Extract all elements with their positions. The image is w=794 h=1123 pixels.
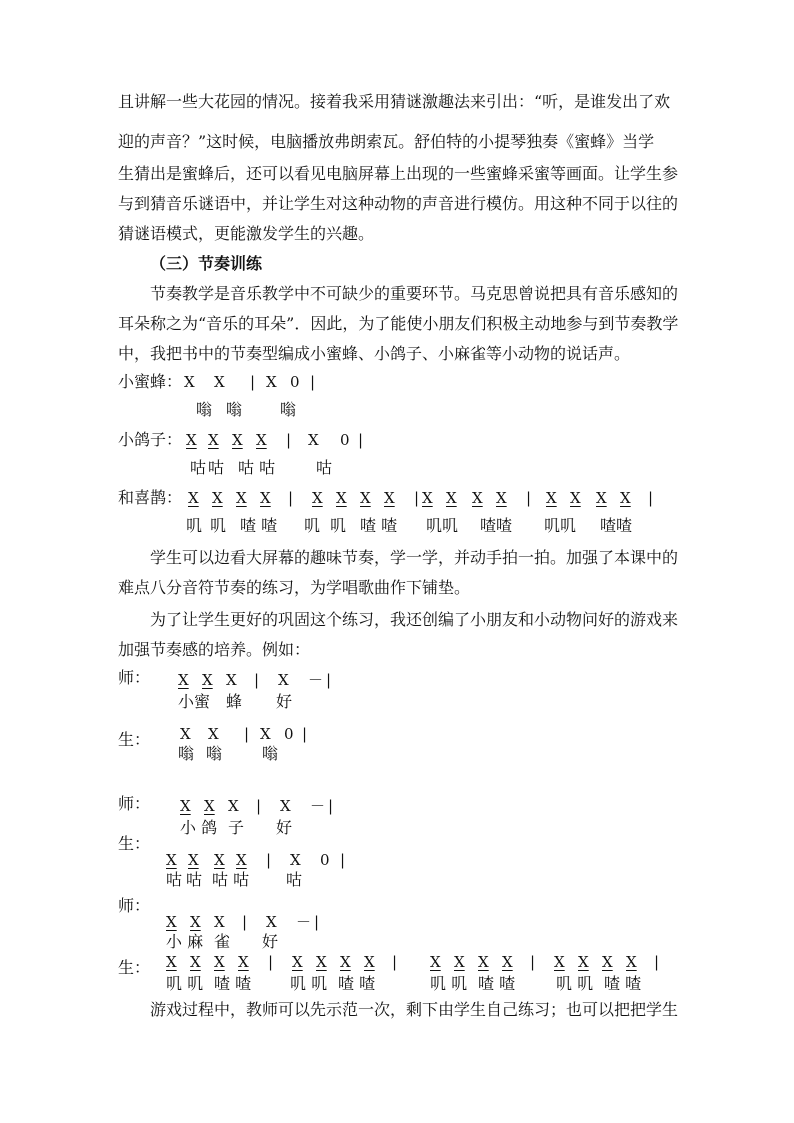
paragraph-line: 且讲解一些大花园的情况。接着我采用猜谜激趣法来引出：“听，是谁发出了欢	[118, 92, 671, 111]
barline: |	[256, 797, 262, 815]
note-x: X	[602, 953, 613, 971]
note-x: X	[384, 489, 395, 507]
note-x: X	[554, 953, 565, 971]
note-x: X	[446, 489, 457, 507]
lyric: 好	[262, 932, 279, 951]
lyric: 嗡	[178, 744, 195, 763]
note-x: X	[454, 953, 465, 971]
lyric: 雀	[214, 932, 231, 951]
lyric: 叽叽	[426, 516, 459, 535]
rest: 0	[340, 431, 350, 449]
barline: |	[286, 431, 292, 449]
note-x: X	[226, 671, 237, 689]
note-x: X	[266, 913, 277, 931]
note-x: X	[214, 373, 225, 391]
note-x: X	[212, 489, 223, 507]
note-x: X	[472, 489, 483, 507]
note-x: X	[570, 489, 581, 507]
note-x: X	[626, 953, 637, 971]
lyric: 小蜜	[178, 692, 211, 711]
lyric: 小 鸽	[180, 818, 218, 837]
lyric: 咕	[190, 458, 207, 477]
note-x: X	[188, 489, 199, 507]
barline: |	[302, 725, 308, 743]
lyric: 喳喳	[600, 516, 633, 535]
note-x: X	[496, 489, 507, 507]
note-x: X	[208, 431, 219, 449]
note-x: X	[166, 913, 177, 931]
lyric: 咕	[316, 458, 333, 477]
note-x: X	[308, 431, 319, 449]
speaker-student: 生：	[118, 958, 151, 977]
note-x: X	[360, 489, 371, 507]
rest: 0	[320, 851, 330, 869]
lyric: 嗡	[206, 744, 223, 763]
paragraph-line: 加强节奏感的培养。例如：	[118, 640, 311, 659]
note-x: X	[188, 851, 199, 869]
note-x: X	[278, 671, 289, 689]
note-x: X	[238, 953, 249, 971]
speaker-teacher: 师：	[118, 794, 151, 813]
lyric: 咕	[166, 870, 183, 889]
note-x: X	[228, 797, 239, 815]
speaker-teacher: 师：	[118, 668, 151, 687]
note-x: X	[232, 431, 243, 449]
barline: |	[266, 851, 272, 869]
note-x: X	[364, 953, 375, 971]
note-x: X	[208, 725, 219, 743]
barline: |	[326, 671, 332, 689]
note-x: X	[596, 489, 607, 507]
rest: 0	[290, 373, 300, 391]
paragraph-line: 生猜出是蜜蜂后，还可以看见电脑屏幕上出现的一些蜜蜂采蜜等画面。让学生参	[118, 164, 679, 183]
note-x: X	[236, 489, 247, 507]
lyric: 喳 喳	[214, 974, 252, 993]
barline: |	[414, 489, 420, 507]
barline: |	[288, 489, 294, 507]
note-x: X	[178, 671, 189, 689]
rest: 0	[284, 725, 294, 743]
lyric: 叽	[210, 516, 227, 535]
note-x: X	[422, 489, 433, 507]
note-x: X	[290, 851, 301, 869]
section-heading: （三）节奏训练	[150, 254, 263, 273]
note-x: X	[184, 373, 195, 391]
rhythm-label-magpie: 和喜鹊：	[118, 488, 183, 507]
lyric: 喳 喳	[478, 974, 516, 993]
barline: |	[310, 373, 316, 391]
lyric: 咕	[186, 870, 203, 889]
note-x: X	[214, 953, 225, 971]
lyric: 喳 喳	[338, 974, 376, 993]
note-x: X	[236, 851, 247, 869]
paragraph-line: 与到猜音乐谜语中，并让学生对这种动物的声音进行模仿。用这种不同于以往的	[118, 194, 679, 213]
note-x: X	[202, 671, 213, 689]
lyric: 咕 咕	[212, 870, 250, 889]
paragraph-line: 中，我把书中的节奏型编成小蜜蜂、小鸽子、小麻雀等小动物的说话声。	[118, 344, 631, 363]
note-x: X	[316, 953, 327, 971]
note-x: X	[260, 489, 271, 507]
note-x: X	[336, 489, 347, 507]
note-x: X	[430, 953, 441, 971]
lyric: 喳 喳	[360, 516, 398, 535]
lyric: 叽 叽	[556, 974, 594, 993]
note-x: X	[190, 953, 201, 971]
paragraph-line: 为了让学生更好的巩固这个练习，我还创编了小朋友和小动物问好的游戏来	[150, 610, 679, 629]
paragraph-line: 学生可以边看大屏幕的趣味节奏，学一学，并动手拍一拍。加强了本课中的	[150, 548, 679, 567]
lyric: 叽 叽	[166, 974, 204, 993]
barline: |	[250, 373, 256, 391]
paragraph-line: 节奏教学是音乐教学中不可缺少的重要环节。马克思曾说把具有音乐感知的	[150, 284, 679, 303]
barline: |	[242, 913, 248, 931]
lyric: 叽 叽	[290, 974, 328, 993]
note-x: X	[214, 913, 225, 931]
barline: |	[530, 953, 536, 971]
note-x: X	[190, 913, 201, 931]
note-x: X	[266, 373, 277, 391]
lyric: 咕 咕	[238, 458, 276, 477]
dash: －	[310, 797, 326, 815]
speaker-student: 生：	[118, 730, 151, 749]
note-x: X	[502, 953, 513, 971]
speaker-student: 生：	[118, 834, 151, 853]
lyric: 蜂	[226, 692, 243, 711]
dash: －	[308, 671, 324, 689]
note-x: X	[546, 489, 557, 507]
note-x: X	[166, 953, 177, 971]
speaker-teacher: 师：	[118, 896, 151, 915]
note-x: X	[292, 953, 303, 971]
note-x: X	[260, 725, 271, 743]
barline: |	[392, 953, 398, 971]
note-x: X	[180, 797, 191, 815]
dash: －	[296, 913, 312, 931]
lyric: 咕	[208, 458, 225, 477]
barline: |	[314, 913, 320, 931]
paragraph-line: 迎的声音？”这时候，电脑播放弗朗索瓦。舒伯特的小提琴独奏《蜜蜂》当学	[118, 132, 655, 151]
lyric: 嗡	[226, 400, 243, 419]
barline: |	[254, 671, 260, 689]
note-x: X	[620, 489, 631, 507]
lyric: 叽叽	[544, 516, 577, 535]
paragraph-line: 难点八分音符节奏的练习，为学唱歌曲作下铺垫。	[118, 578, 471, 597]
note-x: X	[340, 953, 351, 971]
lyric: 嗡	[196, 400, 213, 419]
note-x: X	[280, 797, 291, 815]
paragraph-line: 游戏过程中，教师可以先示范一次，剩下由学生自己练习；也可以把把学生	[150, 1000, 679, 1019]
rhythm-label-bee: 小蜜蜂：	[118, 372, 183, 391]
lyric: 叽 叽	[430, 974, 468, 993]
note-x: X	[478, 953, 489, 971]
lyric: 咕	[286, 870, 303, 889]
lyric: 嗡	[280, 400, 297, 419]
barline: |	[654, 953, 660, 971]
note-x: X	[204, 797, 215, 815]
barline: |	[268, 953, 274, 971]
paragraph-line: 猜谜语模式，更能激发学生的兴趣。	[118, 224, 375, 243]
note-x: X	[186, 431, 197, 449]
barline: |	[244, 725, 250, 743]
lyric: 喳 喳	[604, 974, 642, 993]
note-x: X	[166, 851, 177, 869]
note-x: X	[578, 953, 589, 971]
lyric: 小 麻	[166, 932, 204, 951]
lyric: 好	[276, 818, 293, 837]
rhythm-label-pigeon: 小鸽子：	[118, 430, 183, 449]
lyric: 叽	[330, 516, 347, 535]
lyric: 好	[276, 692, 293, 711]
barline: |	[340, 851, 346, 869]
note-x: X	[214, 851, 225, 869]
paragraph-line: 耳朵称之为“音乐的耳朵”．因此，为了能使小朋友们积极主动地参与到节奏教学	[118, 314, 679, 333]
barline: |	[648, 489, 654, 507]
barline: |	[358, 431, 364, 449]
lyric: 叽	[304, 516, 321, 535]
note-x: X	[312, 489, 323, 507]
barline: |	[526, 489, 532, 507]
lyric: 喳 喳	[240, 516, 278, 535]
lyric: 子	[228, 818, 245, 837]
lyric: 叽	[186, 516, 203, 535]
note-x: X	[180, 725, 191, 743]
lyric: 喳喳	[480, 516, 513, 535]
barline: |	[328, 797, 334, 815]
lyric: 嗡	[262, 744, 279, 763]
note-x: X	[256, 431, 267, 449]
